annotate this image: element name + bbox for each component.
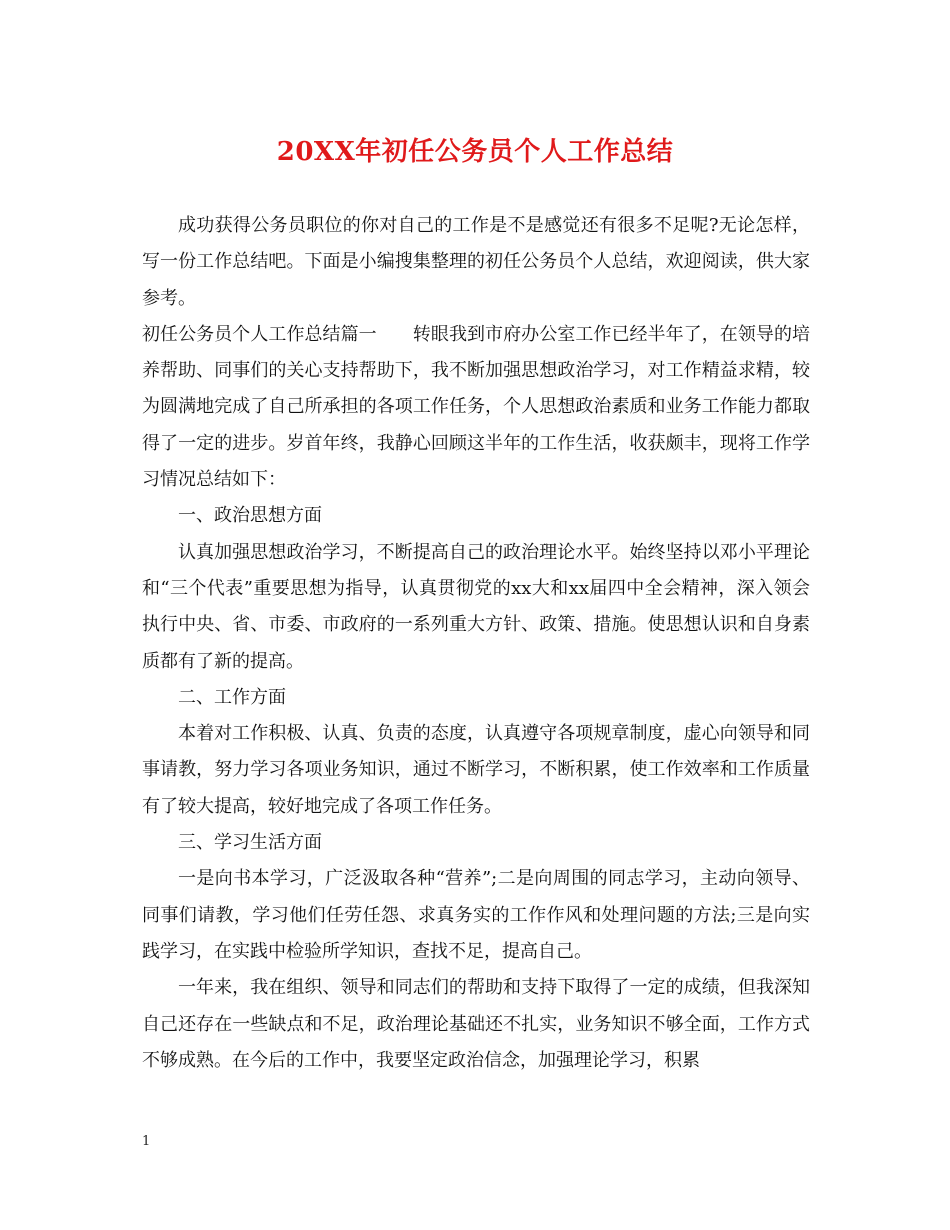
study-life-paragraph: 一是向书本学习，广泛汲取各种“营养”;二是向周围的同志学习，主动向领导、同事们请教，学习他们任劳任怨、求真务实的工作作风和处理问题的方法;三是向实践学习，在实践中检验所学知识，查找不足，提高自己。 (142, 868, 810, 962)
section-heading-study-life: 三、学习生活方面 (178, 832, 322, 854)
section-heading-politics: 一、政治思想方面 (178, 505, 322, 527)
conclusion-paragraph: 一年来，我在组织、领导和同志们的帮助和支持下取得了一定的成绩，但我深知自己还存在一些缺点和不足，政治理论基础还不扎实，业务知识不够全面，工作方式不够成熟。在今后的工作中，我要坚定政治信念，加强理论学习，积累 (142, 977, 810, 1071)
section-heading-work: 二、工作方面 (178, 686, 286, 708)
page-number: 1 (142, 1134, 151, 1149)
document-title: 20XX年初任公务员个人工作总结 (276, 137, 674, 167)
politics-paragraph: 认真加强思想政治学习，不断提高自己的政治理论水平。始终坚持以邓小平理论和“三个代表”重要思想为指导，认真贯彻党的xx大和xx届四中全会精神，深入领会执行中央、省、市委、市政府的一系列重大方针、政策、措施。使思想认识和自身素质都有了新的提高。 (142, 541, 810, 672)
document-body (142, 208, 810, 1079)
summary-part-one-paragraph: 初任公务员个人工作总结篇一 转眼我到市府办公室工作已经半年了，在领导的培养帮助、同事们的关心支持帮助下，我不断加强思想政治学习，对工作精益求精，较为圆满地完成了自己所承担的各项工作任务，个人思想政治素质和业务工作能力都取得了一定的进步。岁首年终，我静心回顾这半年的工作生活，收获颇丰，现将工作学习情况总结如下： (142, 323, 810, 491)
intro-paragraph: 成功获得公务员职位的你对自己的工作是不是感觉还有很多不足呢?无论怎样，写一份工作总结吧。下面是小编搜集整理的初任公务员个人总结，欢迎阅读，供大家参考。 (142, 215, 810, 309)
work-paragraph: 本着对工作积极、认真、负责的态度，认真遵守各项规章制度，虚心向领导和同事请教，努力学习各项业务知识，通过不断学习，不断积累，使工作效率和工作质量有了较大提高，较好地完成了各项工作任务。 (142, 723, 810, 817)
